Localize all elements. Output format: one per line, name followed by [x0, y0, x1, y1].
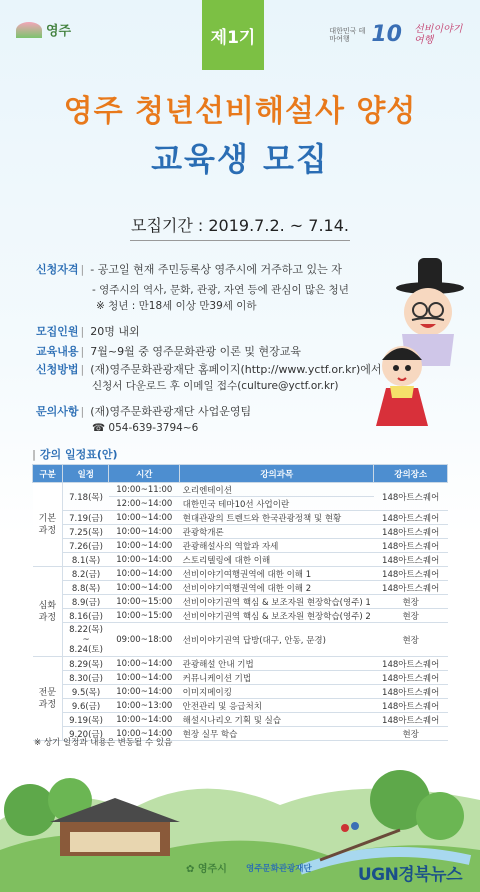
table-row [33, 525, 448, 539]
method-text-2: 신청서 다운로드 후 이메일 접수(culture@yctf.or.kr) [92, 380, 339, 392]
table-header-row [33, 465, 448, 483]
eligibility-text-1: - 공고일 현재 주민등록상 영주시에 거주하고 있는 자 [90, 263, 342, 276]
row-subject: 커뮤니케이션 기법 [180, 671, 374, 685]
method-text-1: (재)영주문화관광재단 홈페이지(http://www.yctf.or.kr)에서 [90, 363, 382, 376]
row-subject: 안전관리 및 응급처치 [180, 699, 374, 713]
row-place: 148아트스퀘어 [374, 671, 448, 685]
yeongju-city-logo [186, 860, 227, 875]
contact-label: 문의사항 [36, 405, 79, 418]
row-time: 10:00~11:00 [109, 483, 180, 497]
row-subject: 스토리텔링에 대한 이해 [180, 553, 374, 567]
row-place: 현장 [374, 595, 448, 609]
row-time: 10:00~14:00 [109, 685, 180, 699]
row-time: 10:00~15:00 [109, 595, 180, 609]
sunbi-travel-logo: 선비이야기 여행 [414, 23, 463, 46]
row-place: 현장 [374, 623, 448, 657]
row-subject: 현장 실무 학습 [180, 727, 374, 741]
row-date: 8.2(금) [63, 567, 109, 581]
row-subject: 현대관광의 트렌드와 한국관광정책 및 현황 [180, 511, 374, 525]
eligibility-text-2: - 영주시의 역사, 문화, 관광, 자연 등에 관심이 많은 청년 [92, 284, 349, 296]
row-subject: 이미지메이킹 [180, 685, 374, 699]
table-row [33, 581, 448, 595]
row-subject: 관광해설 안내 기법 [180, 657, 374, 671]
row-place: 148아트스퀘어 [374, 685, 448, 699]
row-time: 10:00~14:00 [109, 539, 180, 553]
table-row [33, 483, 448, 497]
row-place: 현장 [374, 727, 448, 741]
schedule-table [32, 464, 448, 741]
header-time: 시간 [109, 465, 180, 483]
row-date: 9.6(금) [63, 699, 109, 713]
row-place: 148아트스퀘어 [374, 567, 448, 581]
row-place: 148아트스퀘어 [374, 525, 448, 539]
quota-text: 20명 내외 [90, 325, 140, 338]
row-date: 8.8(목) [63, 581, 109, 595]
method-row: 신청방법 | (재)영주문화관광재단 홈페이지(http://www.yctf.or.kr)에서 [36, 363, 382, 376]
schedule-title-text: 강의 일정표(안) [39, 448, 118, 461]
row-place: 현장 [374, 609, 448, 623]
row-date: 8.29(목) [63, 657, 109, 671]
table-row [33, 553, 448, 567]
table-row [33, 511, 448, 525]
table-row [33, 713, 448, 727]
row-subject: 오리엔테이션 [180, 483, 374, 497]
row-subject: 대한민국 테마10선 사업이란 [180, 497, 374, 511]
city-name: 영주시 [197, 864, 227, 875]
city-emblem-icon: ✿ [186, 864, 198, 875]
row-subject: 선비이야기여행권역에 대한 이해 1 [180, 567, 374, 581]
schedule-title: | 강의 일정표(안) [32, 448, 118, 461]
row-category: 전문 과정 [33, 657, 63, 741]
row-date: 7.25(목) [63, 525, 109, 539]
row-time: 10:00~15:00 [109, 609, 180, 623]
row-subject: 선비이야기권역 핵심 & 보조자원 현장학습(영주) 2 [180, 609, 374, 623]
content-label: 교육내용 [36, 345, 79, 358]
row-time: 10:00~14:00 [109, 553, 180, 567]
recruit-period: 모집기간 : 2019.7.2. ~ 7.14. [130, 216, 349, 235]
row-date: 7.18(목) [63, 483, 109, 511]
yeongju-logo [16, 20, 71, 39]
title-line-1: 영주 청년선비해설사 양성 [63, 94, 417, 129]
row-subject: 선비이야기권역 답방(대구, 안동, 문경) [180, 623, 374, 657]
title-line-2: 교육생 모집 [151, 140, 329, 178]
row-category: 기본 과정 [33, 483, 63, 567]
header-date: 일정 [63, 465, 109, 483]
row-date: 9.19(목) [63, 713, 109, 727]
table-row [33, 699, 448, 713]
mountain-logo-icon [16, 22, 42, 38]
row-date: 8.9(금) [63, 595, 109, 609]
row-place: 148아트스퀘어 [374, 581, 448, 595]
badge-text: 제1기 [210, 27, 256, 48]
row-place: 148아트스퀘어 [374, 483, 448, 511]
table-row [33, 623, 448, 657]
row-time: 10:00~14:00 [109, 581, 180, 595]
row-place: 148아트스퀘어 [374, 699, 448, 713]
partner-logos [329, 22, 464, 47]
row-time: 10:00~13:00 [109, 699, 180, 713]
cohort-badge [202, 0, 264, 70]
row-date: 8.1(목) [63, 553, 109, 567]
row-place: 148아트스퀘어 [374, 713, 448, 727]
row-time: 10:00~14:00 [109, 657, 180, 671]
row-date: 8.30(금) [63, 671, 109, 685]
left-logo-text: 영주 [46, 24, 72, 39]
row-date: 9.20(금) [63, 727, 109, 741]
content-row: 교육내용 | 7월~9월 중 영주문화관광 이론 및 현장교육 [36, 345, 301, 358]
row-time: 10:00~14:00 [109, 727, 180, 741]
table-row [33, 657, 448, 671]
header-place: 강의장소 [374, 465, 448, 483]
row-place: 148아트스퀘어 [374, 657, 448, 671]
table-row [33, 671, 448, 685]
row-subject: 선비이야기여행권역에 대한 이해 2 [180, 581, 374, 595]
row-time: 12:00~14:00 [109, 497, 180, 511]
table-row [33, 539, 448, 553]
row-date: 7.26(금) [63, 539, 109, 553]
sunbi-characters-illustration [372, 248, 472, 428]
quota-label: 모집인원 [36, 325, 79, 338]
row-date: 8.16(금) [63, 609, 109, 623]
theme-travel-text: 대한민국 테마여행 [329, 26, 366, 43]
foundation-logo: 영주문화관광재단 [246, 864, 312, 874]
eligibility-text-3: ※ 청년 : 만18세 이상 만39세 이하 [96, 300, 257, 312]
row-time: 10:00~14:00 [109, 525, 180, 539]
table-row [33, 609, 448, 623]
row-date: 9.5(목) [63, 685, 109, 699]
row-time: 10:00~14:00 [109, 567, 180, 581]
method-label: 신청방법 [36, 363, 79, 376]
header-subject: 강의과목 [180, 465, 374, 483]
row-subject: 해설시나리오 기획 및 실습 [180, 713, 374, 727]
news-watermark: UGN경북뉴스 [357, 865, 462, 885]
row-category: 심화 과정 [33, 567, 63, 657]
quota-row: 모집인원 | 20명 내외 [36, 325, 140, 338]
eligibility-row: 신청자격 | - 공고일 현재 주민등록상 영주시에 거주하고 있는 자 [36, 263, 342, 276]
row-date: 8.22(목) ~ 8.24(토) [63, 623, 109, 657]
row-time: 09:00~18:00 [109, 623, 180, 657]
row-place: 148아트스퀘어 [374, 511, 448, 525]
row-subject: 선비이야기권역 핵심 & 보조자원 현장학습(영주) 1 [180, 595, 374, 609]
schedule-body [33, 483, 448, 741]
table-row [33, 567, 448, 581]
theme-travel-number: 10 [371, 22, 402, 47]
row-time: 10:00~14:00 [109, 511, 180, 525]
row-time: 10:00~14:00 [109, 713, 180, 727]
table-row [33, 685, 448, 699]
row-time: 10:00~14:00 [109, 671, 180, 685]
contact-row: 문의사항 | (재)영주문화관광재단 사업운영팀 [36, 405, 252, 418]
contact-phone: ☎ 054-639-3794~6 [92, 422, 199, 434]
table-row [33, 595, 448, 609]
eligibility-label: 신청자격 [36, 263, 79, 276]
row-place: 148아트스퀘어 [374, 539, 448, 553]
row-date: 7.19(금) [63, 511, 109, 525]
theme-travel-logo [329, 22, 402, 47]
row-subject: 관광해설사의 역할과 자세 [180, 539, 374, 553]
contact-text-1: (재)영주문화관광재단 사업운영팀 [90, 405, 252, 418]
divider [130, 240, 350, 241]
header-category: 구분 [33, 465, 63, 483]
footnote: ※ 상기 일정과 내용은 변동될 수 있음 [34, 738, 173, 748]
content-text: 7월~9월 중 영주문화관광 이론 및 현장교육 [90, 345, 301, 358]
row-subject: 관광학개론 [180, 525, 374, 539]
row-place: 148아트스퀘어 [374, 553, 448, 567]
